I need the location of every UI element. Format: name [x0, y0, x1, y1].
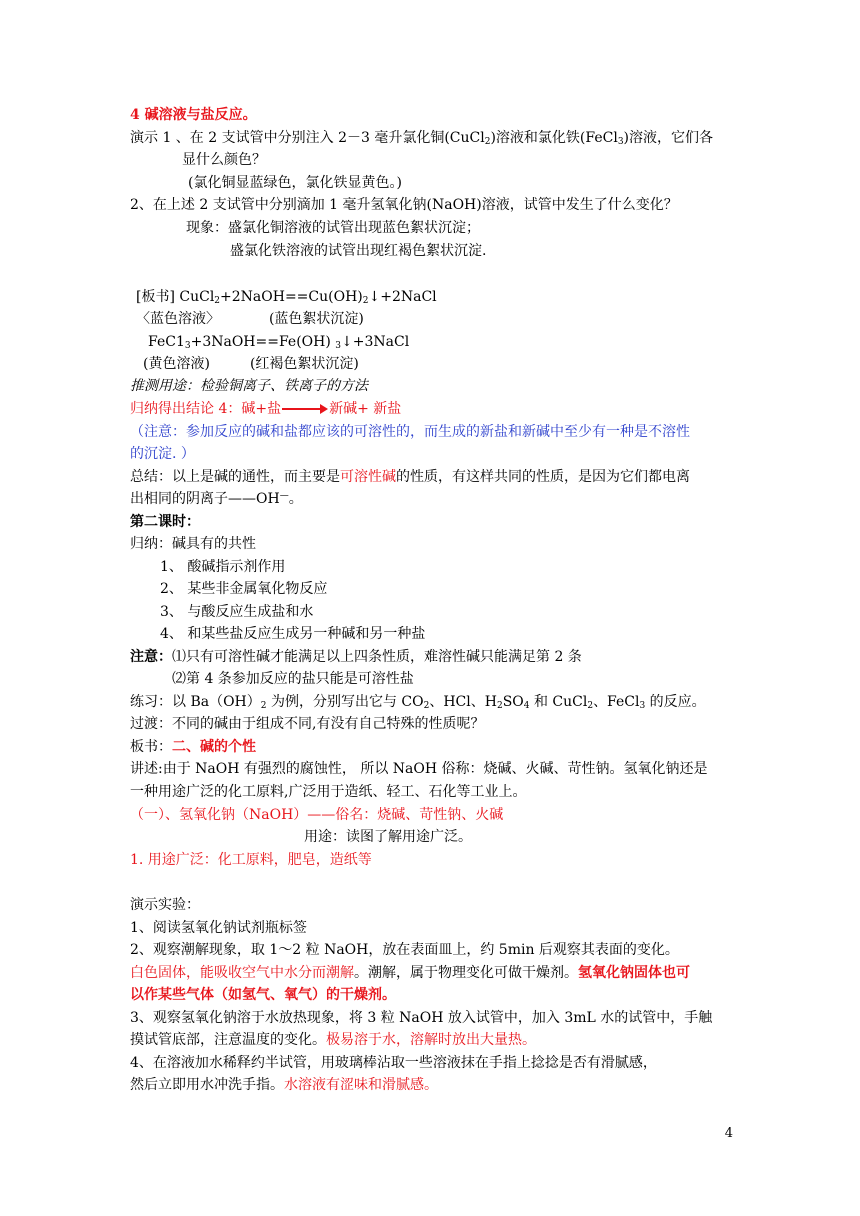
demo-1-answer: (氯化铜显蓝绿色，氯化铁显黄色。) [188, 175, 402, 191]
phenomenon-line-2: 盛氯化铁溶液的试管出现红褐色絮状沉淀. [230, 243, 487, 259]
demo-step-3-line-2: 摸试管底部，注意温度的变化。极易溶于水，溶解时放出大量热。 [130, 1032, 536, 1048]
property-item-2: 2、 某些非金属氧化物反应 [160, 581, 328, 597]
equation-cucl2: [板书] $CuCl_2+2NaOH==Cu(OH)_2↓+2NaCl$ [136, 289, 437, 306]
lesson-note-2: ⑵第 4 条参加反应的盐只能是可溶性盐 [172, 671, 414, 687]
property-item-4: 4、 和某些盐反应生成另一种碱和另一种盐 [160, 626, 426, 642]
demo-result-2-line-2: 以作某些气体（如氢气、氧气）的干燥剂。 [130, 987, 396, 1003]
section-heading-base-salt: 4 碱溶液与盐反应。 [130, 107, 257, 123]
inference-text: 推测用途：检验铜离子、铁离子的方法 [130, 378, 368, 394]
property-item-3: 3、 与酸反应生成盐和水 [160, 604, 314, 620]
summary-line-2: 出相同的阴离子——OH—。 [130, 491, 303, 507]
note-line-2: 的沉淀. ） [130, 446, 195, 462]
property-item-1: 1、 酸碱指示剂作用 [160, 559, 286, 575]
note-line-1: （注意：参加反应的碱和盐都应该的可溶性的，而生成的新盐和新碱中至少有一种是不溶性 [130, 424, 690, 440]
naoh-heading: （一）、氢氧化钠（NaOH）——俗名：烧碱、苛性钠、火碱 [130, 807, 504, 823]
demo-step-4-line-2: 然后立即用水冲洗手指。水溶液有涩味和滑腻感。 [130, 1077, 438, 1093]
naoh-use-1: 1. 用途广泛：化工原料，肥皂，造纸等 [130, 852, 372, 868]
naoh-use-note: 用途：读图了解用途广泛。 [304, 829, 472, 845]
demo-step-1: 1、阅读氢氧化钠试剂瓶标签 [130, 920, 307, 936]
exercise-text: 练习：以 $Ba(OH)_2$ 为例，分别写出它与 $CO_2$、HCl、$H_2SO_4$ 和 CuCl$_2$、FeCl$_3$ 的反应。 [130, 694, 706, 711]
reaction-arrow-icon [282, 404, 328, 414]
transition-text: 过渡：不同的碱由于组成不同,有没有自己特殊的性质呢？ [130, 716, 485, 732]
conclusion-4: 归纳得出结论 4：碱+盐 新碱+ 新盐 [130, 401, 402, 417]
demo-step-3-line-1: 3、观察氢氧化钠溶于水放热现象，将 3 粒 NaOH 放入试管中，加入 3mL 水的试管中，手触 [130, 1010, 713, 1026]
board-individuality: 板书：二、碱的个性 [130, 739, 256, 755]
common-properties-title: 归纳：碱具有的共性 [130, 536, 256, 552]
demo-1-continuation: 显什么颜色？ [182, 152, 266, 168]
lesson-2-heading: 第二课时： [130, 514, 200, 530]
equation-fecl3-labels: (黄色溶液) (红褐色絮状沉淀) [143, 356, 359, 372]
phenomenon-line-1: 现象：盛氯化铜溶液的试管出现蓝色絮状沉淀； [186, 220, 480, 236]
demo-step-4-line-1: 4、在溶液加水稀释约半试管，用玻璃棒沾取一些溶液抹在手指上捻捻是否有滑腻感， [130, 1055, 657, 1071]
lecture-line-2: 一种用途广泛的化工原料,广泛用于造纸、轻工、石化等工业上。 [130, 784, 527, 800]
demo-result-2-line-1: 白色固体，能吸收空气中水分而潮解。潮解，属于物理变化可做干燥剂。氢氧化钠固体也可 [130, 965, 690, 981]
demo-1-text: 演示 1 、在 2 支试管中分别注入 2－3 毫升氯化铜(CuCl$_2$)溶液和氯化铁(FeCl$_3$)溶液，它们各 [130, 130, 714, 147]
demo-2-text: 2、在上述 2 支试管中分别滴加 1 毫升氢氧化钠(NaOH)溶液，试管中发生了什么变化？ [130, 197, 678, 213]
demo-step-2: 2、观察潮解现象，取 1～2 粒 NaOH，放在表面皿上，约 5min 后观察其表面的变化。 [130, 942, 679, 958]
lecture-line-1: 讲述:由于 NaOH 有强烈的腐蚀性， 所以 NaOH 俗称：烧碱、火碱、苛性钠。氢氧化钠还是 [130, 761, 708, 777]
page-number: 4 [724, 1126, 733, 1141]
summary-line-1: 总结：以上是碱的通性，而主要是可溶性碱的性质，有这样共同的性质，是因为它们都电离 [130, 469, 690, 485]
equation-cucl2-labels: 〈蓝色溶液〉 (蓝色絮状沉淀) [136, 311, 364, 327]
lesson-note-1: 注意：⑴只有可溶性碱才能满足以上四条性质，难溶性碱只能满足第 2 条 [130, 649, 582, 665]
equation-fecl3: $FeC1_3+3NaOH==Fe(OH)$ $_3$↓+3NaCl [148, 334, 410, 351]
demo-experiment-title: 演示实验： [130, 897, 200, 913]
